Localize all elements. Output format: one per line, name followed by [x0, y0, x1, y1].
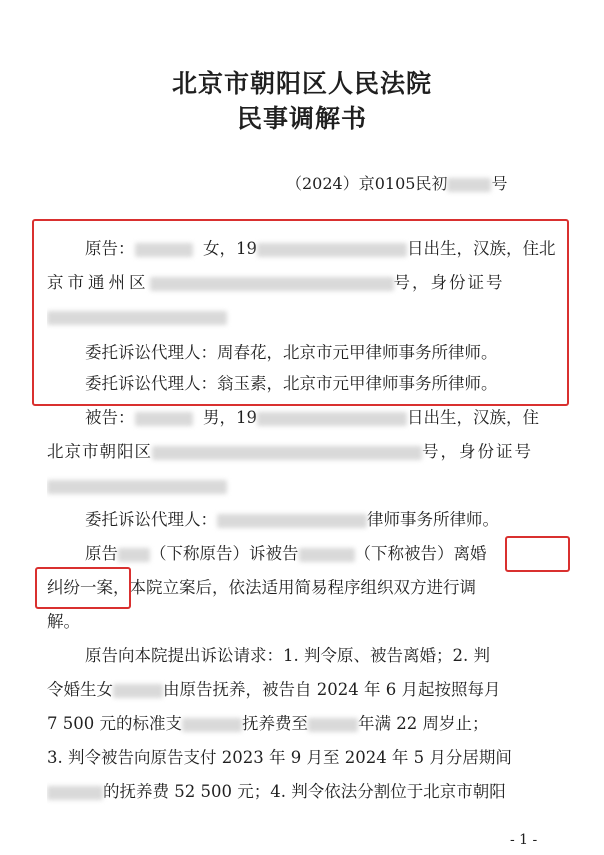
- claims-text: 抚养费至: [241, 714, 308, 733]
- divorce-highlight-box: [505, 536, 570, 572]
- redacted-block: [47, 480, 227, 494]
- claims-line-3: [47, 710, 556, 738]
- claims-text: 3. 判令被告向原告支付 2023 年 9 月至 2024 年 5 月分居期间: [47, 748, 512, 767]
- claims-text: 令婚生女: [47, 680, 113, 699]
- claims-text: 的抚养费 52 500 元；4. 判令依法分割位于北京市朝阳: [103, 782, 506, 801]
- redacted-block: [217, 514, 367, 528]
- redacted-block: [257, 412, 407, 426]
- claims-text: 年满 22 周岁止；: [357, 714, 489, 733]
- case-cause-line-1: [47, 540, 556, 568]
- case-cause-line-3: [47, 608, 556, 636]
- defendant-agent: [47, 506, 556, 534]
- cause-text-2: 纠纷一案，本院立案后，依法适用简易程序组织双方进行调: [47, 578, 476, 597]
- claims-text: 7 500 元的标准支: [47, 714, 182, 733]
- document-type: 民事调解书: [236, 104, 367, 133]
- claims-line-1: [47, 642, 556, 670]
- defendant-gender: 男，19: [203, 408, 257, 427]
- agent-text: 委托诉讼代理人：翁玉素，北京市元甲律师事务所律师。: [85, 374, 498, 393]
- plaintiff-id-label: 号，身份证号: [393, 273, 505, 292]
- claims-line-2: [47, 676, 556, 704]
- cause-text: （下称原告）诉被告: [150, 544, 299, 563]
- redacted-block: [135, 412, 193, 426]
- case-number-prefix: （2024）京0105民初: [286, 174, 448, 193]
- plaintiff-highlight-box: [32, 219, 569, 406]
- agent-label: 委托诉讼代理人：: [85, 510, 217, 529]
- redacted-block: [118, 548, 150, 562]
- redacted-block: [447, 178, 491, 192]
- claims-line-4: [47, 744, 556, 772]
- defendant-line-1: [47, 404, 556, 432]
- cause-text-3: 解。: [47, 612, 80, 631]
- court-name: 北京市朝阳区人民法院: [171, 69, 432, 98]
- defendant-label: 被告：: [85, 408, 135, 427]
- plaintiff-birth: 日出生，汉族，住北: [407, 239, 556, 258]
- plaintiff-label: 原告：: [85, 239, 135, 258]
- defendant-birth: 日出生，汉族，住: [407, 408, 539, 427]
- plaintiff-address: 京市通州区: [47, 273, 150, 292]
- agent-firm: 律师事务所律师。: [367, 510, 499, 529]
- dispute-highlight-box: [35, 567, 131, 609]
- defendant-id-label: 号，身份证号: [422, 442, 533, 461]
- defendant-line-2: [47, 438, 556, 466]
- redacted-block: [152, 446, 422, 460]
- claims-text: 由原告抚养，被告自 2024 年 6 月起按照每月: [163, 680, 501, 699]
- case-number-suffix: 号: [491, 174, 508, 193]
- case-number: [286, 171, 507, 194]
- plaintiff-gender: 女，19: [203, 239, 257, 258]
- claims-line-5: [47, 778, 556, 806]
- agent-text: 委托诉讼代理人：周春花，北京市元甲律师事务所律师。: [85, 343, 498, 362]
- defendant-line-3: [47, 472, 556, 500]
- cause-divorce: （下称被告）离婚: [354, 544, 487, 563]
- redacted-block: [299, 548, 355, 562]
- redacted-block: [113, 684, 163, 698]
- cause-plaintiff: 原告: [85, 544, 118, 563]
- redacted-block: [182, 718, 242, 732]
- page-number: - 1 -: [510, 832, 538, 848]
- redacted-block: [308, 718, 358, 732]
- claims-text: 原告向本院提出诉讼请求：1. 判令原、被告离婚；2. 判: [85, 646, 490, 665]
- defendant-address: 北京市朝阳区: [47, 442, 152, 461]
- redacted-block: [47, 786, 103, 800]
